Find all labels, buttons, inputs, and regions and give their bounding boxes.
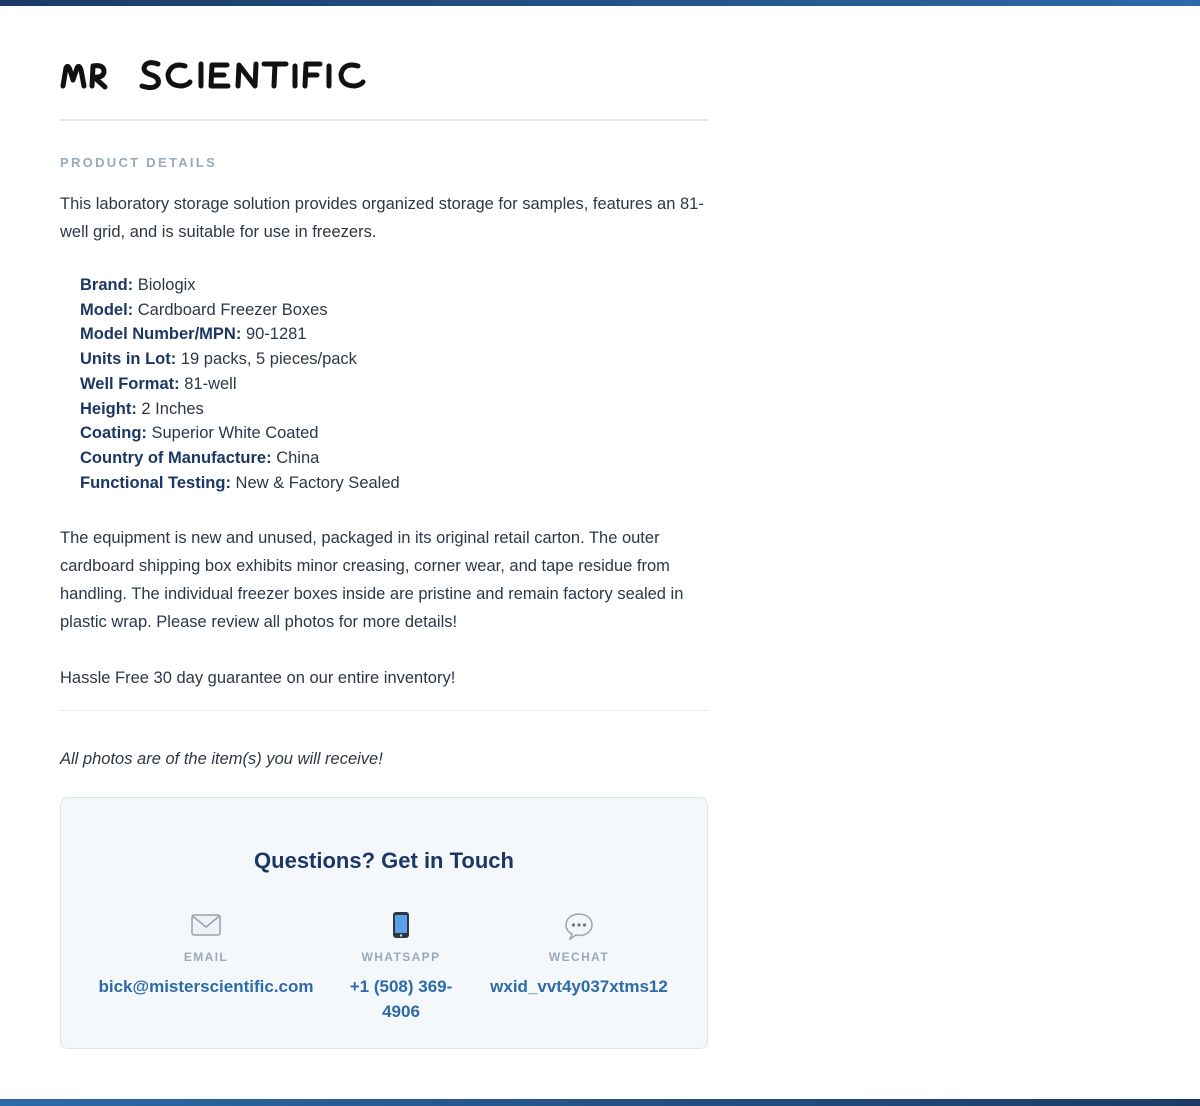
spec-item <box>80 298 400 323</box>
spec-key: Units in Lot: <box>80 350 177 369</box>
spec-key: Coating: <box>80 424 147 443</box>
spec-item <box>80 471 400 496</box>
spec-item <box>80 347 400 372</box>
spec-value: 19 packs, 5 pieces/pack <box>180 350 357 369</box>
wechat-id[interactable]: wxid_vvt4y037xtms12 <box>490 977 668 996</box>
spec-value: Biologix <box>137 276 196 294</box>
mobile-phone-icon <box>346 910 456 940</box>
top-accent-bar <box>0 0 1200 6</box>
contact-whatsapp-label: WHATSAPP <box>361 950 441 964</box>
condition-paragraph: The equipment is new and unused, packaged in its original retail carton. The outer cardboard shipping box exhibits minor creasing, corner wear, and tape residue from handling. The individual freezer boxes inside are pristine and remain factory sealed in plastic wrap. Please review all photos for more details! <box>60 529 684 631</box>
guarantee-text: Hassle Free 30 day guarantee on our entire inventory! <box>60 669 456 687</box>
section-label: PRODUCT DETAILS <box>60 155 218 170</box>
brand-logo <box>60 48 370 94</box>
contact-title: Questions? Get in Touch <box>254 848 514 873</box>
contact-email-label: EMAIL <box>183 950 229 964</box>
spec-value: New & Factory Sealed <box>235 473 400 492</box>
contact-wechat <box>479 910 679 999</box>
spec-key: Height: <box>80 399 137 418</box>
spec-value: 2 Inches <box>141 399 204 418</box>
spec-value: Cardboard Freezer Boxes <box>137 300 328 319</box>
envelope-icon <box>91 910 321 940</box>
spec-key: Model Number/MPN: <box>80 325 242 344</box>
spec-item <box>80 421 400 446</box>
content-divider <box>60 710 708 711</box>
spec-value: 81-well <box>184 374 237 393</box>
spec-item <box>80 372 400 397</box>
speech-bubble-icon <box>479 910 679 940</box>
contact-card <box>60 797 708 1049</box>
contact-wechat-label: WECHAT <box>548 950 610 964</box>
spec-item <box>80 273 400 298</box>
spec-item <box>80 322 400 347</box>
email-link[interactable]: bick@misterscientific.com <box>98 977 314 996</box>
contact-whatsapp <box>346 910 456 1024</box>
spec-value: China <box>276 448 320 467</box>
spec-value: 90-1281 <box>245 325 307 344</box>
spec-key: Well Format: <box>80 374 180 393</box>
spec-item <box>80 446 400 471</box>
bottom-accent-bar <box>0 1099 1200 1106</box>
spec-value: Superior White Coated <box>151 424 319 443</box>
spec-list <box>80 273 400 495</box>
spec-item <box>80 397 400 422</box>
intro-paragraph: This laboratory storage solution provides organized storage for samples, features an 81-well grid, and is suitable for use in freezers. <box>60 195 704 241</box>
header-divider <box>60 119 708 121</box>
spec-key: Functional Testing: <box>80 473 231 492</box>
spec-key: Brand: <box>80 276 134 294</box>
photos-note: All photos are of the item(s) you will receive! <box>60 750 383 768</box>
whatsapp-link[interactable]: +1 (508) 369-4906 <box>349 977 453 1021</box>
contact-email <box>91 910 321 999</box>
spec-key: Model: <box>80 300 134 319</box>
spec-key: Country of Manufacture: <box>80 448 272 467</box>
